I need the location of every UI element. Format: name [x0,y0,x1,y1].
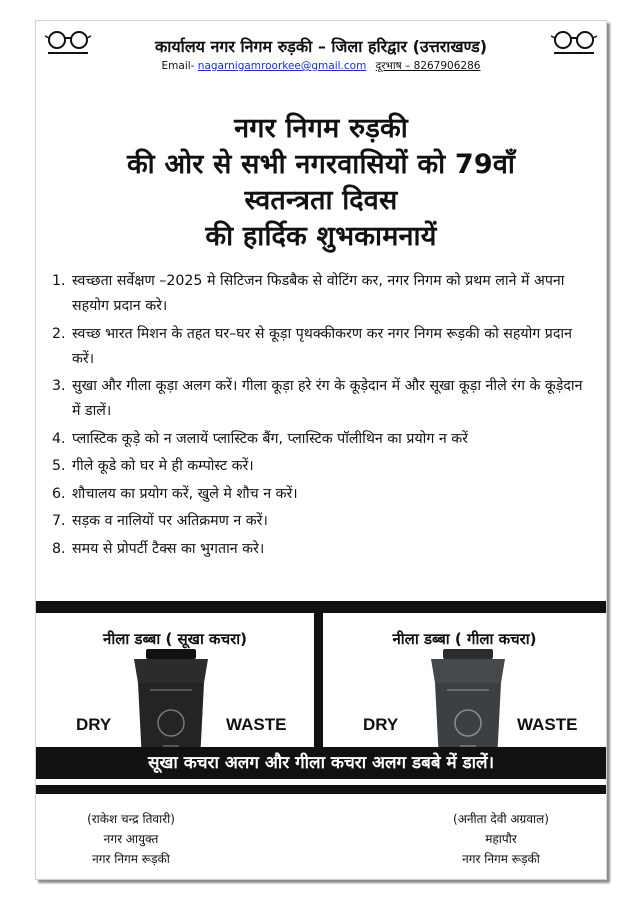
list-item: 2. स्वच्छ भारत मिशन के तहत घर–घर से कूड़ा पृथक्कीकरण कर नगर निगम रूड़की को सहयोग प्रदान करें। [52,325,572,367]
divider-bar [314,601,323,769]
email-link[interactable]: nagarnigamroorkee@gmail.com [197,60,367,72]
list-item: 7. सड़क व नालियों पर अतिक्रमण न करें। [52,513,268,529]
signatory-name: (अनीता देवी अग्रवाल) [453,812,549,826]
dustbin-icon [427,649,509,761]
contact-line [36,59,606,73]
list-item: 6. शौचालय का प्रयोग करें, खुले मे शौच न करें। [52,485,298,502]
greeting-line: की ओर से सभी नगरवासियों को 79वॉं [126,149,516,180]
dry-label: DRY [363,715,399,734]
dustbin-section [36,601,606,769]
signature-block-commissioner [56,809,206,869]
greeting-line: की हार्दिक शुभकामनायें [205,221,437,252]
greeting-line: नगर निगम रुड़की [234,113,408,144]
signatory-title: नगर आयुक्त [103,832,159,846]
list-item: 3. सुखा और गीला कूड़ा अलग करें। गीला कूड़ा हरे रंग के कूड़ेदान में और सूखा कूड़ा नीले रंग के कूड़ेदान में डालें। [52,378,583,419]
bin-label: नीला डब्बा ( सूखा कचरा) [103,630,247,648]
segregation-slogan: सूखा कचरा अलग और गीला कचरा अलग डबबे में डालें। [36,747,606,779]
dustbin-icon [130,649,212,761]
list-item: 8. समय से प्रोपर्टी टैक्स का भुगतान करे। [52,540,265,557]
blue-bin-dry-panel [36,613,314,769]
signature-block-mayor [416,809,586,869]
greeting-line: स्वतन्त्रता दिवस [244,185,398,216]
office-title: कार्यालय नगर निगम रुड़की – जिला हरिद्वार (उत्तराखण्ड) [154,37,488,56]
appeal-list [52,269,592,564]
list-item: 1. स्वच्छता सर्वेक्षण –2025 मे सिटिजन फिडबैक से वोटिंग कर, नगर निगम को प्रथम लाने में अपना सहयोग प्रदान करे। [52,273,565,314]
signatory-org: नगर निगम रूड़की [462,852,540,866]
phone-number: दूरभाष – 8267906286 [375,60,481,72]
bin-label: नीला डब्बा ( गीला कचरा) [392,630,537,648]
blue-bin-wet-panel [323,613,606,769]
waste-label: WASTE [226,715,287,734]
signatory-title: महापौर [485,832,517,846]
signatory-org: नगर निगम रूड़की [92,852,170,866]
signatory-name: (राकेश चन्द्र तिवारी) [87,812,175,826]
notice-sheet [35,20,607,880]
list-item: 4. प्लास्टिक कूड़े को न जलायें प्लास्टिक बैंग, प्लास्टिक पॉलीथिन का प्रयोग न करें [52,430,468,447]
list-item: 5. गीले कूडे को घर मे ही कम्पोस्ट करें। [52,458,254,474]
waste-label: WASTE [517,715,578,734]
greeting-heading [36,111,606,255]
dry-label: DRY [76,715,112,734]
email-label: Email- [161,60,195,72]
divider-bar [36,785,606,794]
